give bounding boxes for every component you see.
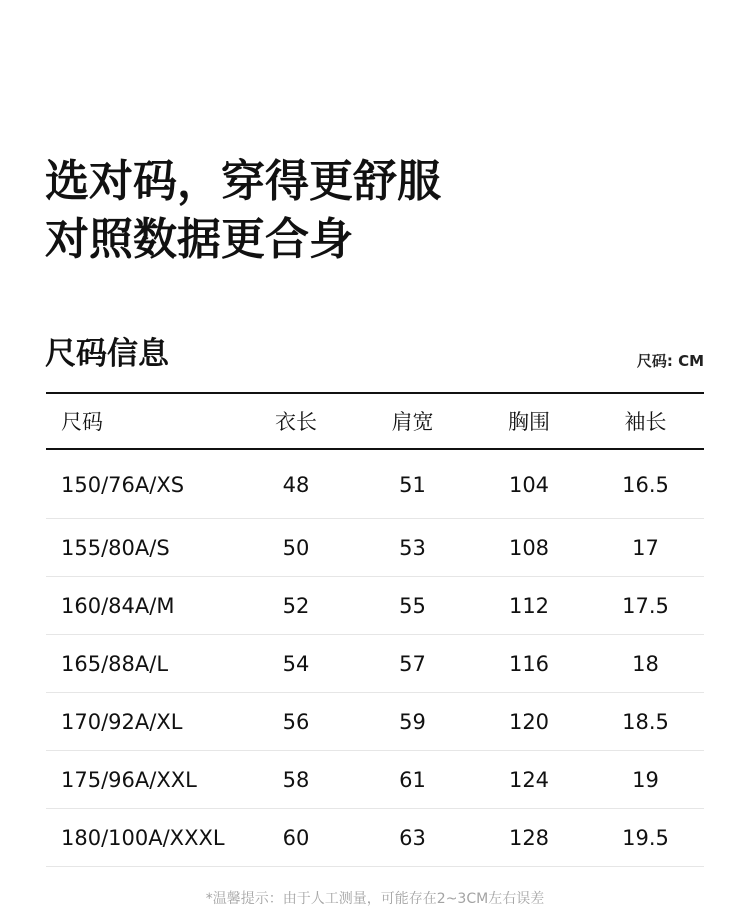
cell-shoulder: 63 [354,809,471,867]
table-row [46,751,704,809]
cell-size: 165/88A/L [46,635,238,693]
cell-sleeve: 17.5 [587,577,704,635]
cell-length: 54 [238,635,354,693]
headline-line-1: 选对码，穿得更舒服 [45,156,441,207]
cell-shoulder: 51 [354,449,471,519]
size-table [46,392,704,867]
cell-shoulder: 61 [354,751,471,809]
cell-chest: 112 [471,577,587,635]
section-title: 尺码信息 [45,336,169,372]
cell-chest: 104 [471,449,587,519]
cell-sleeve: 17 [587,519,704,577]
cell-size: 155/80A/S [46,519,238,577]
table-row [46,577,704,635]
header-length: 衣长 [238,393,354,449]
cell-size: 175/96A/XXL [46,751,238,809]
headline [45,153,441,269]
unit-note: 尺码: CM [636,352,704,370]
cell-sleeve: 18 [587,635,704,693]
cell-length: 52 [238,577,354,635]
cell-length: 50 [238,519,354,577]
cell-shoulder: 57 [354,635,471,693]
table-row [46,809,704,867]
table-row [46,519,704,577]
cell-sleeve: 18.5 [587,693,704,751]
cell-size: 180/100A/XXXL [46,809,238,867]
table-row [46,449,704,519]
cell-sleeve: 16.5 [587,449,704,519]
cell-size: 170/92A/XL [46,693,238,751]
cell-sleeve: 19.5 [587,809,704,867]
header-size: 尺码 [46,393,238,449]
header-shoulder: 肩宽 [354,393,471,449]
cell-length: 58 [238,751,354,809]
cell-length: 48 [238,449,354,519]
cell-length: 56 [238,693,354,751]
cell-shoulder: 53 [354,519,471,577]
cell-length: 60 [238,809,354,867]
cell-size: 160/84A/M [46,577,238,635]
measurement-footnote: *温馨提示：由于人工测量，可能存在2~3CM左右误差 [205,891,545,907]
cell-shoulder: 59 [354,693,471,751]
table-row [46,635,704,693]
cell-chest: 128 [471,809,587,867]
table-header-row [46,393,704,449]
cell-chest: 108 [471,519,587,577]
table-row [46,693,704,751]
cell-chest: 120 [471,693,587,751]
cell-shoulder: 55 [354,577,471,635]
cell-sleeve: 19 [587,751,704,809]
header-sleeve: 袖长 [587,393,704,449]
cell-chest: 124 [471,751,587,809]
cell-size: 150/76A/XS [46,449,238,519]
cell-chest: 116 [471,635,587,693]
header-chest: 胸围 [471,393,587,449]
headline-line-2: 对照数据更合身 [45,214,353,265]
